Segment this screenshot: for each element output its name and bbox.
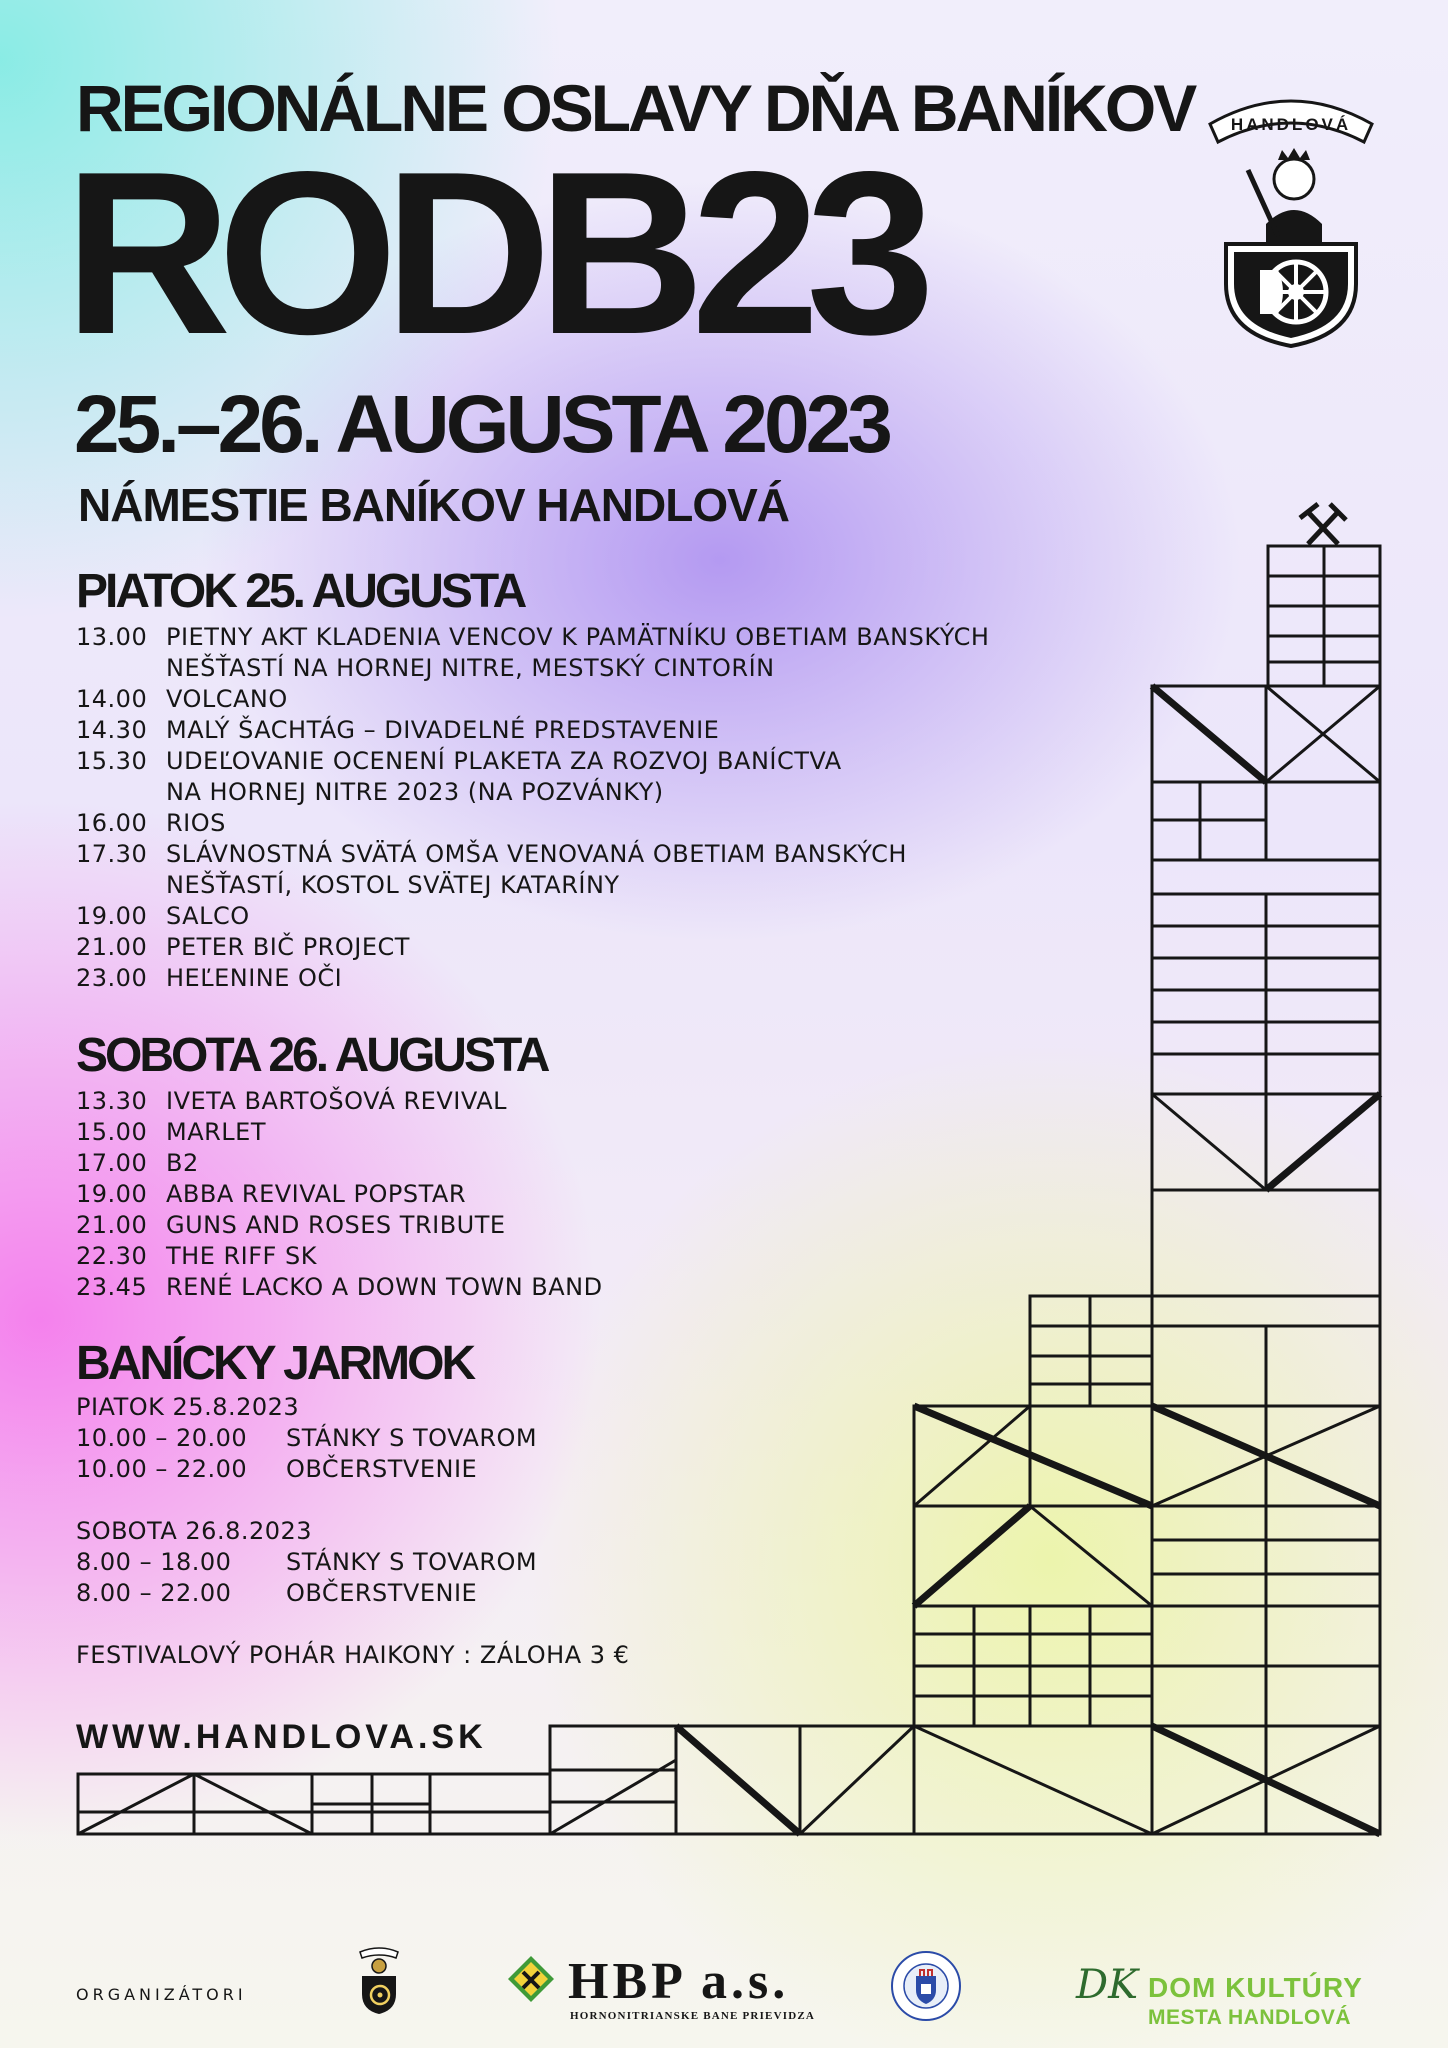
market-row (76, 1454, 776, 1485)
market-row (76, 1423, 776, 1454)
event-name: RENÉ LACKO A DOWN TOWN BAND (166, 1273, 603, 1301)
event-name: MARLET (166, 1118, 266, 1146)
hbp-company-name: HBP a.s. (568, 1953, 790, 2010)
schedule-row (76, 684, 1076, 715)
market-row (76, 1547, 776, 1578)
market-row (76, 1578, 776, 1609)
schedule-row (76, 746, 1076, 808)
schedule-row (76, 1179, 1076, 1210)
event-name: IVETA BARTOŠOVÁ REVIVAL (166, 1087, 508, 1115)
friday-schedule (76, 622, 1076, 994)
dk-logo-mark: DK (1076, 1962, 1138, 2008)
schedule-row (76, 622, 1076, 684)
friday-heading: PIATOK 25. AUGUSTA (76, 565, 525, 618)
schedule-row (76, 1241, 1076, 1272)
event-time: 13.00 (76, 623, 148, 651)
website-link[interactable]: WWW.HANDLOVA.SK (76, 1718, 487, 1756)
event-name: SALCO (166, 902, 250, 930)
market-time: 10.00 – 22.00 (76, 1455, 248, 1483)
market-item: STÁNKY S TOVAROM (286, 1424, 538, 1452)
event-name: SLÁVNOSTNÁ SVÄTÁ OMŠA VENOVANÁ OBETIAM BANSKÝCH NEŠŤASTÍ, KOSTOL SVÄTEJ KATARÍNY (166, 840, 907, 899)
event-time: 17.00 (76, 1149, 148, 1177)
crest-banner-text: HANDLOVÁ (1230, 115, 1352, 134)
schedule-row (76, 1086, 1076, 1117)
event-name: HEĽENINE OČI (166, 964, 343, 992)
market-day1-label: PIATOK 25.8.2023 (76, 1393, 300, 1421)
event-time: 21.00 (76, 1211, 148, 1239)
event-name: PIETNY AKT KLADENIA VENCOV K PAMÄTNÍKU OBETIAM BANSKÝCH NEŠŤASTÍ NA HORNEJ NITRE, MESTSKÝ CINTORÍN (166, 623, 990, 682)
event-dates: 25.–26. AUGUSTA 2023 (74, 379, 889, 470)
event-name: THE RIFF SK (166, 1242, 317, 1270)
hbp-logo-icon (506, 1954, 556, 2004)
association-seal-icon (890, 1950, 962, 2022)
schedule-row (76, 1117, 1076, 1148)
event-name: GUNS AND ROSES TRIBUTE (166, 1211, 506, 1239)
dk-name-line2: MESTA HANDLOVÁ (1148, 2006, 1351, 2029)
market-day2-label: SOBOTA 26.8.2023 (76, 1517, 313, 1545)
event-name: ABBA REVIVAL POPSTAR (166, 1180, 466, 1208)
organizers-label: ORGANIZÁTORI (76, 1985, 247, 2004)
schedule-row (76, 715, 1076, 746)
market-time: 8.00 – 22.00 (76, 1579, 232, 1607)
saturday-schedule (76, 1086, 1076, 1303)
event-venue: NÁMESTIE BANÍKOV HANDLOVÁ (78, 479, 790, 531)
schedule-row (76, 1272, 1076, 1303)
market-item: OBČERSTVENIE (286, 1455, 478, 1483)
market-item: OBČERSTVENIE (286, 1579, 478, 1607)
pick-hammer-icon (1300, 504, 1346, 544)
dk-name-line1: DOM KULTÚRY (1148, 1972, 1363, 2003)
event-time: 19.00 (76, 902, 148, 930)
event-time: 23.45 (76, 1273, 148, 1301)
schedule-row (76, 932, 1076, 963)
event-time: 15.30 (76, 747, 148, 775)
event-time: 19.00 (76, 1180, 148, 1208)
event-subtitle: REGIONÁLNE OSLAVY DŇA BANÍKOV (76, 71, 1195, 145)
hbp-company-subtitle: HORNONITRIANSKE BANE PRIEVIDZA (570, 2010, 816, 2022)
event-name: MALÝ ŠACHTÁG – DIVADELNÉ PREDSTAVENIE (166, 716, 720, 744)
saturday-heading: SOBOTA 26. AUGUSTA (76, 1029, 548, 1082)
schedule-row (76, 1148, 1076, 1179)
market-item: STÁNKY S TOVAROM (286, 1548, 538, 1576)
schedule-row (76, 963, 1076, 994)
event-name: PETER BIČ PROJECT (166, 933, 410, 961)
market-time: 8.00 – 18.00 (76, 1548, 232, 1576)
event-name: RIOS (166, 809, 226, 837)
market-schedule (76, 1392, 776, 1671)
handlova-crest-small-icon (356, 1946, 402, 2018)
event-name: UDEĽOVANIE OCENENÍ PLAKETA ZA ROZVOJ BANÍCTVA NA HORNEJ NITRE 2023 (NA POZVÁNKY) (166, 747, 842, 806)
market-time: 10.00 – 20.00 (76, 1424, 248, 1452)
event-name: VOLCANO (166, 685, 288, 713)
schedule-row (76, 901, 1076, 932)
event-time: 22.30 (76, 1242, 148, 1270)
schedule-row (76, 839, 1076, 901)
event-name: B2 (166, 1149, 199, 1177)
event-time: 16.00 (76, 809, 148, 837)
cup-deposit-note: FESTIVALOVÝ POHÁR HAIKONY : ZÁLOHA 3 € (76, 1641, 630, 1669)
event-time: 13.30 (76, 1087, 148, 1115)
event-time: 14.30 (76, 716, 148, 744)
event-time: 21.00 (76, 933, 148, 961)
event-time: 14.00 (76, 685, 148, 713)
event-time: 23.00 (76, 964, 148, 992)
event-time: 17.30 (76, 840, 148, 868)
event-time: 15.00 (76, 1118, 148, 1146)
schedule-row (76, 1210, 1076, 1241)
event-title: RODB23 (64, 124, 922, 383)
schedule-row (76, 808, 1076, 839)
market-heading: BANÍCKY JARMOK (76, 1337, 474, 1390)
